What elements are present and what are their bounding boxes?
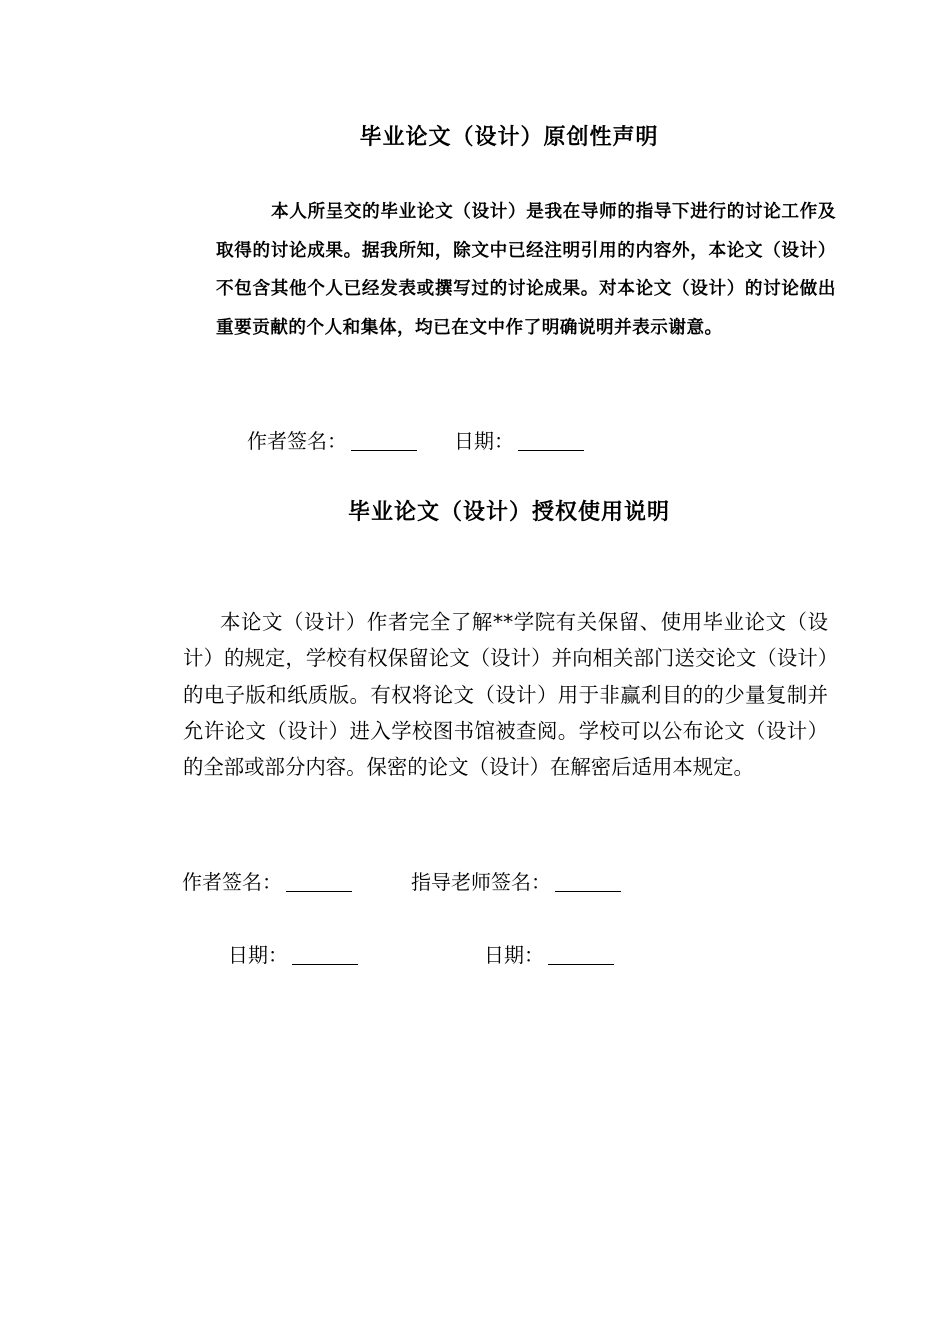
authorization-advisor-signature [411,866,621,895]
date-blank [548,963,614,965]
authorization-title: 毕业论文（设计）授权使用说明 [347,500,670,525]
date-blank [292,963,358,965]
authorization-author-signature [182,866,352,895]
authorization-author-date [228,939,358,968]
authorization-advisor-date [484,939,614,968]
originality-author-signature [247,425,417,454]
date-label: 日期： [484,943,544,967]
author-signature-label: 作者签名： [182,870,282,894]
advisor-signature-label: 指导老师签名： [411,870,551,894]
author-signature-blank [351,449,417,451]
originality-statement: 本人所呈交的毕业论文（设计）是我在导师的指导下进行的讨论工作及取得的讨论成果。据我所知，除文中已经注明引用的内容外，本论文（设计）不包含其他个人已经发表或撰写过的讨论成果。对本论文（设计）的讨论做出重要贡献的个人和集体，均已在文中作了明确说明并表示谢意。 [216,202,836,338]
author-signature-label: 作者签名： [247,429,347,453]
author-signature-blank [286,890,352,892]
originality-title: 毕业论文（设计）原创性声明 [359,125,659,150]
date-blank [518,449,584,451]
authorization-statement: 本论文（设计）作者完全了解**学院有关保留、使用毕业论文（设计）的规定，学校有权保留论文（设计）并向相关部门送交论文（设计）的电子版和纸质版。有权将论文（设计）用于非赢利目的的少量复制并允许论文（设计）进入学校图书馆被查阅。学校可以公布论文（设计）的全部或部分内容。保密的论文（设计）在解密后适用本规定。 [183,610,828,780]
originality-date [454,425,584,454]
date-label: 日期： [228,943,288,967]
advisor-signature-blank [555,890,621,892]
date-label: 日期： [454,429,514,453]
